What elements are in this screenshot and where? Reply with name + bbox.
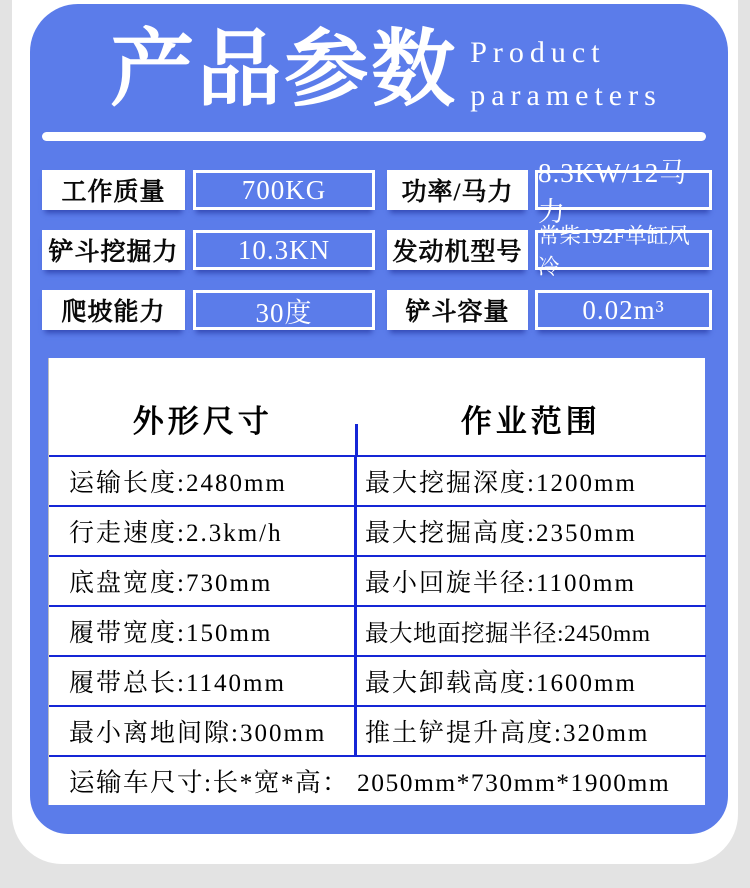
- spec-label-bucket-capacity: 铲斗容量: [387, 290, 528, 330]
- table-cell: 最大卸载高度:1600mm: [357, 655, 706, 705]
- spec-row: [42, 224, 726, 290]
- page-subtitle: [470, 31, 662, 118]
- spec-label-digging-force: 铲斗挖掘力: [42, 230, 185, 270]
- spec-table: [49, 455, 705, 805]
- spec-value-working-mass: 700KG: [193, 170, 375, 210]
- table-cell: 底盘宽度:730mm: [49, 555, 357, 605]
- product-parameters-card: [30, 4, 728, 834]
- spec-value-bucket-capacity: 0.02m³: [535, 290, 712, 330]
- table-cell: 最大挖掘高度:2350mm: [357, 505, 706, 555]
- dimensions-panel: [48, 358, 705, 805]
- table-cell: 运输长度:2480mm: [49, 455, 357, 505]
- spec-value-engine-model: 常柴192F单缸风冷: [535, 230, 712, 270]
- spec-label-power: 功率/马力: [387, 170, 528, 210]
- spec-grid: [42, 158, 726, 350]
- spec-label-engine-model: 发动机型号: [387, 230, 528, 270]
- table-cell: 最小回旋半径:1100mm: [357, 555, 706, 605]
- spec-value-power: 8.3KW/12马力: [535, 170, 712, 210]
- table-cell: 推土铲提升高度:320mm: [357, 705, 706, 755]
- table-cell: 最大挖掘深度:1200mm: [357, 455, 706, 505]
- table-cell: 最大地面挖掘半径:2450mm: [357, 605, 706, 655]
- table-footer-transport-size: 运输车尺寸:长*宽*高： 2050mm*730mm*1900mm: [49, 755, 706, 805]
- spec-value-climbing: 30度: [193, 290, 375, 330]
- header: [30, 12, 728, 130]
- spec-label-working-mass: 工作质量: [42, 170, 185, 210]
- table-cell: 履带总长:1140mm: [49, 655, 357, 705]
- spec-row: [42, 290, 726, 350]
- subtitle-line-2: parameters: [470, 79, 662, 112]
- column-header-working-range: 作业范围: [460, 404, 601, 439]
- column-divider-stub: [355, 424, 358, 456]
- spec-label-climbing: 爬坡能力: [42, 290, 185, 330]
- table-cell: 履带宽度:150mm: [49, 605, 357, 655]
- column-header-dimensions: 外形尺寸: [132, 404, 273, 439]
- table-cell: 行走速度:2.3km/h: [49, 505, 357, 555]
- page-title: 产品参数: [110, 24, 459, 117]
- subtitle-line-1: Product: [470, 35, 606, 69]
- header-divider: [42, 132, 706, 141]
- spec-value-digging-force: 10.3KN: [193, 230, 375, 270]
- table-cell: 最小离地间隙:300mm: [49, 705, 357, 755]
- panel-headers: [49, 358, 705, 455]
